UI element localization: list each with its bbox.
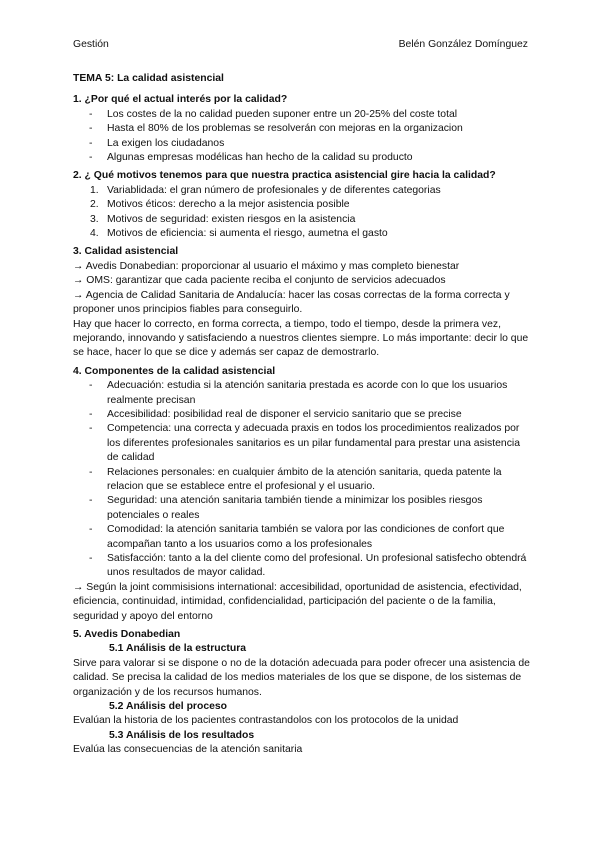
list-item: - Hasta el 80% de los problemas se resolverán con mejoras en la organizacion — [73, 122, 531, 136]
subsection-text: Evalúa las consecuencias de la atención sanitaria — [73, 744, 303, 756]
header-left: Gestión — [73, 39, 109, 50]
header-right: Belén González Domínguez — [398, 39, 528, 50]
section-4-heading: 4. Componentes de la calidad asistencial — [73, 365, 276, 377]
subsection-heading: 5.3 Análisis de los resultados — [109, 729, 255, 741]
list-item — [73, 213, 531, 227]
list-item: - La exigen los ciudadanos — [73, 137, 531, 151]
document-title: TEMA 5: La calidad asistencial — [73, 73, 224, 84]
section-3-heading: 3. Calidad asistencial — [73, 246, 179, 258]
item-text: Motivos éticos: derecho a la mejor asistencia posible — [107, 199, 350, 211]
list-item: - Relaciones personales: en cualquier ámbito de la atención sanitaria, queda patente la relacion que se establece entre el profesional y el usuario. — [73, 466, 531, 495]
list-item: - Accesibilidad: posibilidad real de disponer el servicio sanitario que se precise — [73, 408, 531, 422]
item-text: Motivos de seguridad: existen riesgos en la asistencia — [107, 213, 356, 225]
list-item: - Competencia: una correcta y adecuada praxis en todos los procedimientos realizados por los diferentes profesionales sanitarios es un pilar fundamental para prestar una asistencia de calidad — [73, 422, 531, 465]
subsection-heading: 5.2 Análisis del proceso — [109, 701, 228, 713]
section-2-list — [73, 184, 531, 242]
section-1-heading: 1. ¿Por qué el actual interés por la calidad? — [73, 94, 288, 106]
section-2-heading: 2. ¿ Qué motivos tenemos para que nuestra practica asistencial gire hacia la calidad? — [73, 170, 496, 182]
arrow-line: → OMS: garantizar que cada paciente reciba el conjunto de servicios adecuados — [73, 275, 446, 287]
subsection-text: Evalúan la historia de los pacientes contrastandolos con los protocolos de la unidad — [73, 715, 459, 727]
list-item — [73, 227, 531, 241]
arrow-line: → Según la joint commisisions international: accesibilidad, oportunidad de asistencia, efectividad, eficiencia, continuidad, intimidad, confidencialidad, participación del paciente o de la familia, seguridad y apoyo del entorno — [73, 581, 522, 622]
arrow-line: → Avedis Donabedian: proporcionar al usuario el máximo y mas completo bienestar — [73, 260, 460, 272]
list-item: - Adecuación: estudia si la atención sanitaria prestada es acorde con lo que los usuarios realmente precisan — [73, 379, 531, 408]
subsection-text: Sirve para valorar si se dispone o no de la dotación adecuada para poder ofrecer una asistencia de calidad. Se precisa la calidad de los medios materiales de los que se dispone, de los sistemas de organización y de los recursos humanos. — [73, 657, 530, 698]
item-text: Variablidada: el gran número de profesionales y de diferentes categorias — [107, 184, 441, 196]
list-item: - Comodidad: la atención sanitaria también se valora por las condiciones de confort que acompañan tanto a los usuarios como a los profesionales — [73, 523, 531, 552]
list-item: - Satisfacción: tanto a la del cliente como del profesional. Un profesional satisfecho obtendrá unos resultados de mayor calidad. — [73, 552, 531, 581]
arrow-line: → Agencia de Calidad Sanitaria de Andalucía: hacer las cosas correctas de la forma correcta y proponer unos principios fiables para conseguirlo. — [73, 289, 510, 316]
section-5-heading: 5. Avedis Donabedian — [73, 629, 181, 641]
document-body — [73, 72, 531, 758]
section-3-paragraph: Hay que hacer lo correcto, en forma correcta, a tiempo, todo el tiempo, desde la primera vez, mejorando, innovando y satisfaciendo a nuestros clientes siempre. Lo más importante: decir lo que se hace, hacer lo que se dice y además ser capaz de demostrarlo. — [73, 318, 529, 359]
list-item: - Seguridad: una atención sanitaria también tiende a minimizar los posibles riesgos potenciales o reales — [73, 494, 531, 523]
item-text: Motivos de eficiencia: si aumenta el riesgo, aumetna el gasto — [107, 228, 388, 240]
list-item — [73, 184, 531, 198]
list-item: - Algunas empresas modélicas han hecho de la calidad su producto — [73, 151, 531, 165]
list-item: - Los costes de la no calidad pueden suponer entre un 20-25% del coste total — [73, 108, 531, 122]
item-number: 3. — [90, 213, 99, 225]
list-item — [73, 198, 531, 212]
section-4-list — [73, 379, 531, 581]
item-number: 1. — [90, 184, 99, 196]
item-number: 4. — [90, 228, 99, 240]
subsection-heading: 5.1 Análisis de la estructura — [109, 643, 247, 655]
item-number: 2. — [90, 199, 99, 211]
section-1-list — [73, 108, 531, 166]
